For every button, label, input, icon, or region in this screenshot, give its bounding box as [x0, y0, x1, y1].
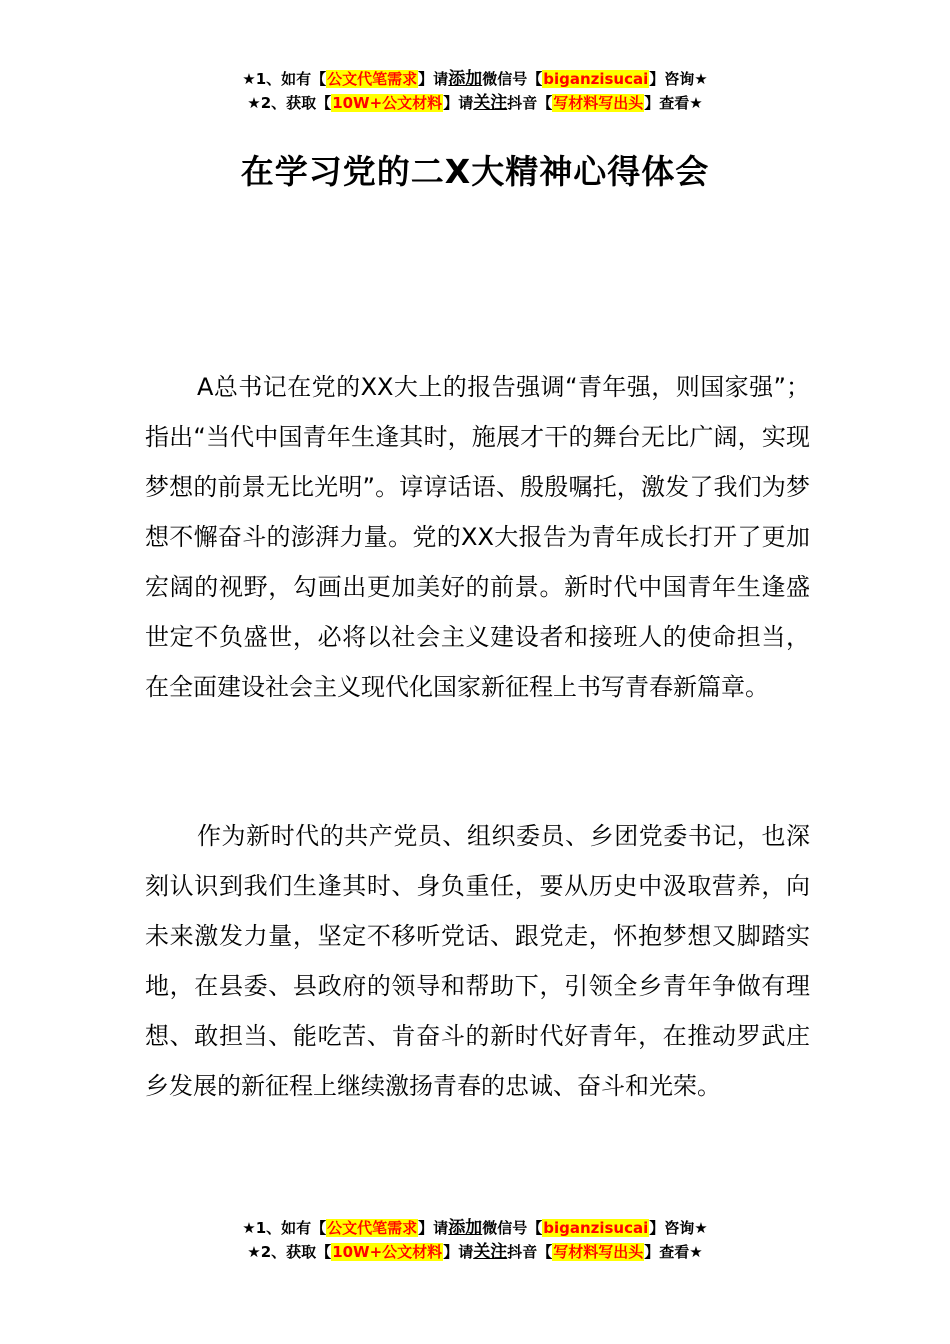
promo-text: 1、如有【: [255, 70, 327, 88]
star-icon: ★: [694, 70, 708, 88]
promo-text: 】查看: [644, 1243, 690, 1261]
promo-text: 微信号【: [482, 70, 543, 88]
promo-text: 1、如有【: [255, 1219, 327, 1237]
star-icon: ★: [689, 1243, 703, 1261]
promo-text: 】咨询: [649, 70, 695, 88]
promo-text: 】请: [443, 94, 474, 112]
star-icon: ★: [247, 94, 261, 112]
promo-text: 】请: [418, 1219, 449, 1237]
highlight-wechat-id: biganzisucai: [543, 1219, 649, 1237]
body-paragraph-1: A总书记在党的XX大上的报告强调“青年强，则国家强”；指出“当代中国青年生逢其时，施展才干的舞台无比广阔，实现梦想的前景无比光明”。谆谆话语、殷殷嘱托，激发了我们为梦想不懈奋斗的澎湃力量。党的XX大报告为青年成长打开了更加宏阔的视野，勾画出更加美好的前景。新时代中国青年生逢盛世定不负盛世，必将以社会主义建设者和接班人的使命担当，在全面建设社会主义现代化国家新征程上书写青春新篇章。: [145, 373, 810, 701]
header-promo-banner: [0, 67, 950, 115]
footer-promo-banner: [0, 1216, 950, 1264]
underline-add: 添加: [448, 69, 483, 89]
highlight-douyin-account: 写材料写出头: [553, 1243, 644, 1261]
promo-line-1: [0, 67, 950, 91]
promo-text: 】请: [443, 1243, 474, 1261]
promo-line-2: [0, 1240, 950, 1264]
promo-text: 抖音【: [507, 1243, 553, 1261]
promo-line-1: [0, 1216, 950, 1240]
body-paragraph-2: 作为新时代的共产党员、组织委员、乡团党委书记，也深刻认识到我们生逢其时、身负重任，要从历史中汲取营养，向未来激发力量，坚定不移听党话、跟党走，怀抱梦想又脚踏实地，在县委、县政府的领导和帮助下，引领全乡青年争做有理想、敢担当、能吃苦、肯奋斗的新时代好青年，在推动罗武庄乡发展的新征程上继续激扬青春的忠诚、奋斗和光荣。: [145, 822, 810, 1100]
document-title: 在学习党的二X大精神心得体会: [240, 152, 710, 191]
underline-follow: 关注: [473, 93, 508, 113]
promo-text: 微信号【: [482, 1219, 543, 1237]
promo-line-2: [0, 91, 950, 115]
promo-text: 】查看: [644, 94, 690, 112]
promo-text: 】咨询: [649, 1219, 695, 1237]
star-icon: ★: [242, 70, 256, 88]
star-icon: ★: [689, 94, 703, 112]
highlight-materials: 10W+公文材料: [332, 1243, 443, 1261]
promo-text: 2、获取【: [260, 1243, 332, 1261]
highlight-service: 公文代笔需求: [327, 1219, 418, 1237]
star-icon: ★: [242, 1219, 256, 1237]
underline-follow: 关注: [473, 1242, 508, 1262]
highlight-douyin-account: 写材料写出头: [553, 94, 644, 112]
highlight-materials: 10W+公文材料: [332, 94, 443, 112]
star-icon: ★: [694, 1219, 708, 1237]
promo-text: 抖音【: [507, 94, 553, 112]
highlight-service: 公文代笔需求: [327, 70, 418, 88]
promo-text: 】请: [418, 70, 449, 88]
star-icon: ★: [247, 1243, 261, 1261]
highlight-wechat-id: biganzisucai: [543, 70, 649, 88]
underline-add: 添加: [448, 1218, 483, 1238]
promo-text: 2、获取【: [260, 94, 332, 112]
